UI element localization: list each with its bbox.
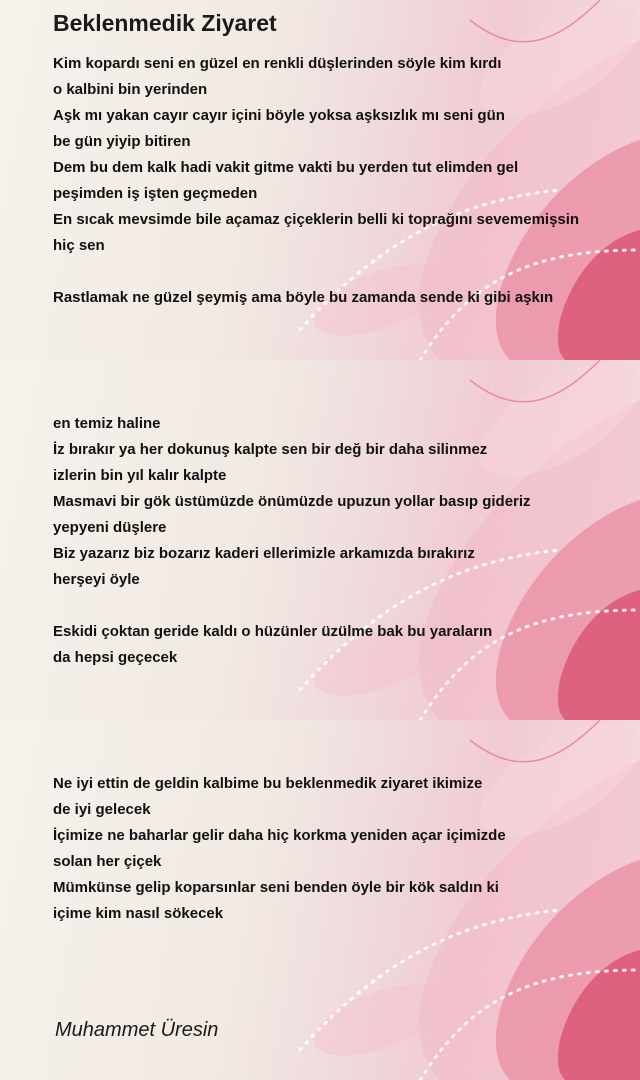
poem-line: Rastlamak ne güzel şeymiş ama böyle bu zamanda sende ki gibi aşkın: [53, 289, 554, 306]
poem-line: izlerin bin yıl kalır kalpte: [53, 467, 227, 484]
poem-line: Ne iyi ettin de geldin kalbime bu beklenmedik ziyaret ikimize: [53, 775, 483, 792]
poem-line: o kalbini bin yerinden: [53, 81, 208, 98]
poem-line: içime kim nasıl sökecek: [53, 905, 224, 922]
poem-line: solan her çiçek: [53, 853, 162, 870]
poem-line: İçimize ne baharlar gelir daha hiç korkma yeniden açar içimizde: [53, 827, 506, 844]
poem-line: En sıcak mevsimde bile açamaz çiçeklerin belli ki toprağını sevememişsin: [53, 211, 580, 228]
poem-line: Kim kopardı seni en güzel en renkli düşlerinden söyle kim kırdı: [53, 55, 502, 72]
poem-line: hiç sen: [53, 237, 105, 254]
poem-line: yepyeni düşlere: [53, 519, 167, 536]
poem-line: be gün yiyip bitiren: [53, 133, 191, 150]
poem-line: Dem bu dem kalk hadi vakit gitme vakti bu yerden tut elimden gel: [53, 159, 519, 176]
poem-line: İz bırakır ya her dokunuş kalpte sen bir değ bir daha silinmez: [53, 441, 488, 458]
poem-line: Mümkünse gelip koparsınlar seni benden öyle bir kök saldın ki: [53, 879, 499, 896]
poem-author: Muhammet Üresin: [55, 1019, 219, 1041]
poem-title: Beklenmedik Ziyaret: [53, 10, 277, 36]
poem-line: Eskidi çoktan geride kaldı o hüzünler üzülme bak bu yaraların: [53, 623, 493, 640]
poem-line: da hepsi geçecek: [53, 649, 178, 666]
poem-line: Masmavi bir gök üstümüzde önümüzde upuzun yollar basıp gideriz: [53, 493, 531, 510]
poem-line: Aşk mı yakan cayır cayır içini böyle yoksa aşksızlık mı seni gün: [53, 107, 505, 124]
poem-line: de iyi gelecek: [53, 801, 151, 818]
poem-line: peşimden iş işten geçmeden: [53, 185, 258, 202]
poem-line: herşeyi öyle: [53, 571, 140, 588]
poem-line: Biz yazarız biz bozarız kaderi ellerimizle arkamızda bırakırız: [53, 545, 475, 562]
poem-line: en temiz haline: [53, 415, 161, 432]
